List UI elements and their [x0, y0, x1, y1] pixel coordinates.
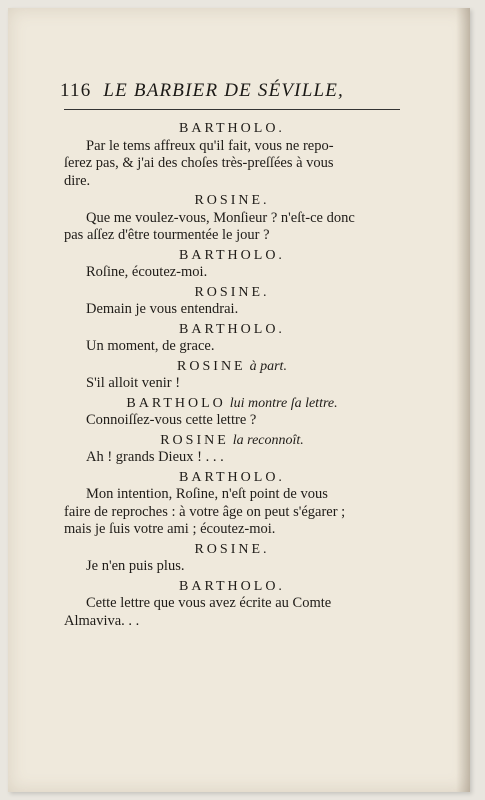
speaker-name — [64, 395, 400, 413]
speaker-label: BARTHOLO. — [179, 321, 285, 337]
dialogue-line: Almaviva. . . — [64, 612, 140, 629]
dialogue-line: pas aſſez d'être tourmentée le jour ? — [64, 227, 270, 243]
dialogue-line: Connoiſſez-vous cette lettre ? — [86, 412, 257, 428]
speaker-name — [64, 578, 400, 596]
dialogue-line: S'il alloit venir ! — [86, 375, 181, 391]
page-spine-shadow — [456, 8, 470, 792]
running-title: LE BARBIER DE SÉVILLE, — [103, 80, 345, 101]
speaker-label: BARTHOLO. — [179, 247, 285, 263]
speaker-label: BARTHOLO — [126, 395, 226, 411]
speaker-name — [64, 432, 400, 450]
speaker-name — [64, 321, 400, 339]
speaker-label: BARTHOLO. — [179, 469, 285, 485]
speaker-label: ROSINE. — [194, 541, 270, 557]
dialogue-line: Cette lettre que vous avez écrite au Comte — [86, 595, 332, 611]
dialogue-line: dire. — [64, 172, 91, 189]
dialogue-text — [64, 118, 400, 630]
book-page — [8, 8, 470, 792]
dialogue-line: Par le tems affreux qu'il fait, vous ne repo- — [86, 137, 334, 154]
speaker-name — [64, 469, 400, 487]
speaker-label: ROSINE — [160, 432, 229, 448]
dialogue-line: Roſine, écoutez-moi. — [86, 264, 208, 280]
dialogue-line: Un moment, de grace. — [86, 338, 215, 354]
speaker-name — [64, 358, 400, 376]
speaker-name — [64, 284, 400, 302]
dialogue-line: mais je ſuis votre ami ; écoutez-moi. — [64, 521, 276, 537]
speaker-label: ROSINE. — [194, 284, 270, 300]
stage-direction: lui montre ſa lettre. — [229, 395, 338, 411]
dialogue-line: Que me voulez-vous, Monſieur ? n'eſt-ce donc — [86, 209, 355, 226]
speaker-name — [64, 247, 400, 265]
header-rule — [64, 109, 400, 110]
speaker-label: ROSINE. — [194, 193, 270, 208]
speaker-label: BARTHOLO. — [179, 578, 285, 594]
dialogue-line: Mon intention, Roſine, n'eſt point de vous — [86, 486, 328, 502]
dialogue-line: ſerez pas, & j'ai des choſes très-preſſées à vous — [64, 155, 334, 171]
dialogue-line: Ah ! grands Dieux ! . . . — [86, 449, 224, 465]
stage-direction: la reconnoît. — [232, 432, 304, 448]
dialogue-line: Demain je vous entendrai. — [86, 301, 239, 317]
running-header — [60, 80, 400, 102]
speaker-label: BARTHOLO. — [179, 121, 285, 136]
page-number: 116 — [60, 80, 92, 101]
stage-direction: à part. — [249, 358, 287, 374]
dialogue-line: faire de reproches : à votre âge on peut s'égarer ; — [64, 503, 346, 520]
speaker-name — [64, 541, 400, 559]
speaker-name — [64, 120, 400, 138]
speaker-label: ROSINE — [177, 358, 246, 374]
dialogue-line: Je n'en puis plus. — [86, 558, 185, 574]
speaker-name — [64, 192, 400, 210]
